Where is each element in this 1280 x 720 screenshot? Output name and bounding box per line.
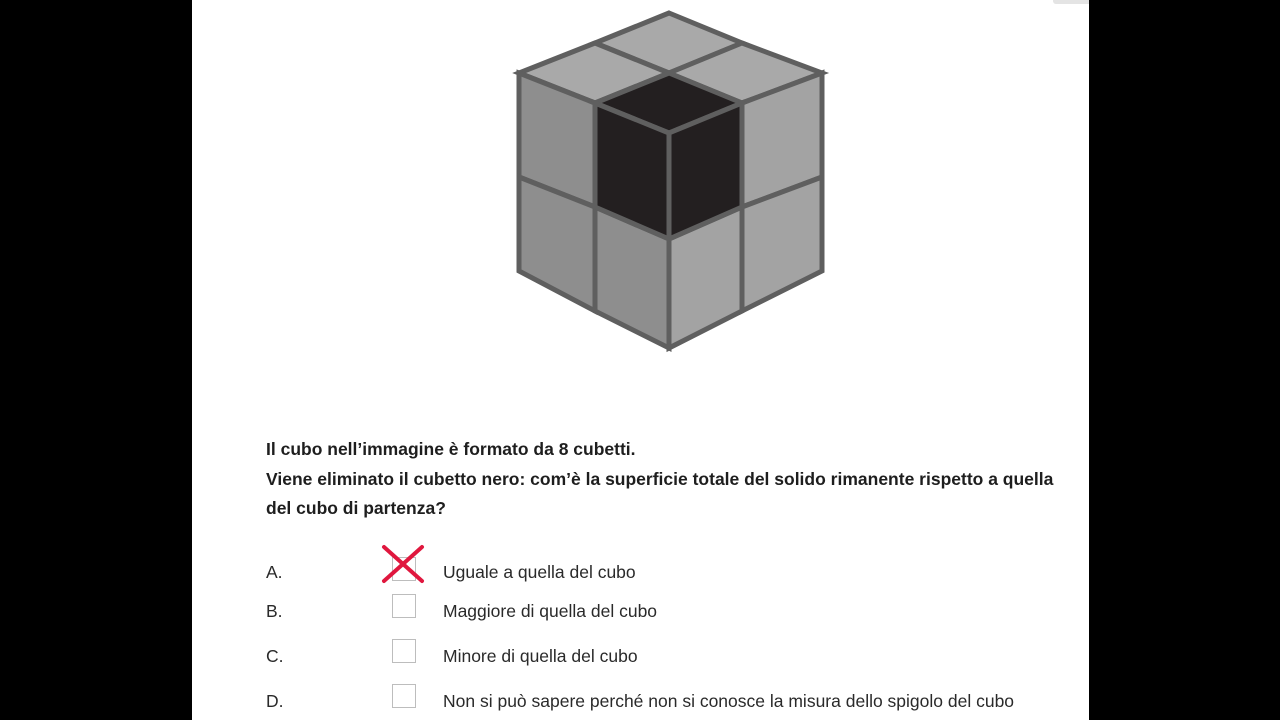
option-c-text: Minore di quella del cubo (443, 646, 638, 666)
question-line-2: Viene eliminato il cubetto nero: com’è la superficie totale del solido rimanente rispetto a quella del cubo di partenza? (266, 468, 1054, 518)
question-line-1: Il cubo nell’immagine è formato da 8 cubetti. (266, 439, 636, 459)
option-c[interactable] (266, 639, 1066, 669)
page-corner-mark (1053, 0, 1089, 4)
option-d-checkbox[interactable] (392, 684, 416, 708)
option-b[interactable] (266, 594, 1066, 624)
worksheet-page (192, 0, 1089, 720)
option-b-text: Maggiore di quella del cubo (443, 601, 658, 621)
option-b-checkbox[interactable] (392, 594, 416, 618)
selected-x-mark-icon (378, 543, 428, 585)
option-a[interactable] (266, 557, 1066, 587)
option-d[interactable] (266, 684, 1066, 714)
option-d-letter: D. (266, 691, 284, 711)
option-a-text: Uguale a quella del cubo (443, 562, 636, 582)
option-a-letter: A. (266, 562, 283, 582)
option-c-checkbox[interactable] (392, 639, 416, 663)
cube-figure (512, 6, 832, 358)
option-d-text: Non si può sapere perché non si conosce la misura dello spigolo del cubo (443, 691, 1015, 711)
option-c-letter: C. (266, 646, 284, 666)
question-text (266, 435, 1081, 524)
option-b-letter: B. (266, 601, 283, 621)
